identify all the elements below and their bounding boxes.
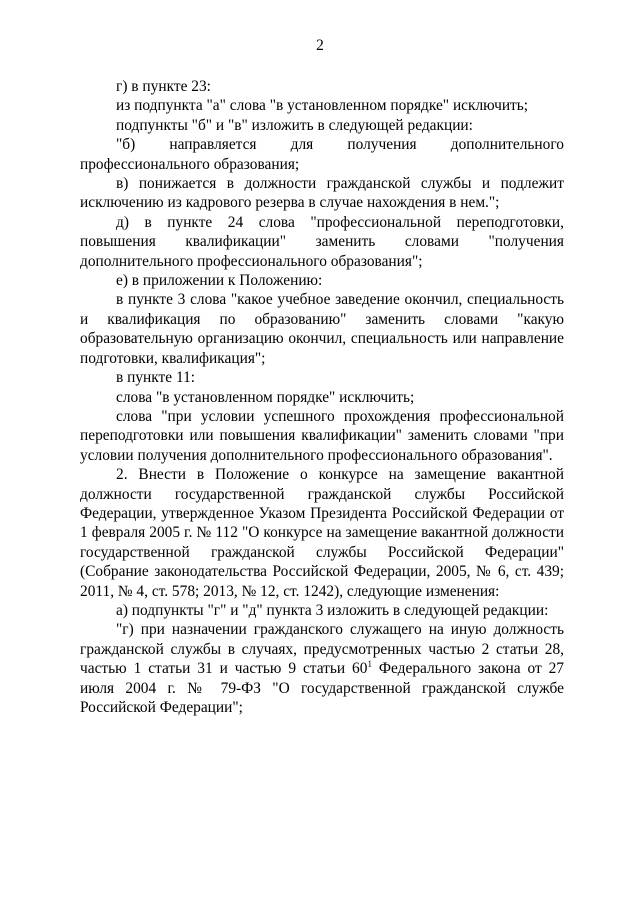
paragraph-section-2-amendment: 2. Внести в Положение о конкурсе на замещение вакантной должности государственной гражданской службы Российской Федерации, утвержденное Указом Президента Российской Федерации от 1 февраля 2005 г. № 112 "О конкурсе на замещение вакантной должности государственной гражданской службы Российской Федерации" (Собрание законодательства Российской Федерации, 2005, № 6, ст. 439; 2011, № 4, ст. 578; 2013, № 12, ст. 1242), следующие изменения: — [80, 466, 564, 600]
page-number: 2 — [316, 37, 324, 54]
paragraph-subpoint-g-text — [80, 620, 564, 717]
paragraph-point-11-exclusion: слова "в установленном порядке" исключить; — [116, 388, 415, 406]
paragraph-item-d-point-24: д) в пункте 24 слова "профессиональной переподготовки, повышения квалификации" заменить словами "получения дополнительного профессионального образования"; — [80, 213, 564, 270]
paragraph-subpoint-b-text: "б) направляется для получения дополнительного профессионального образования; — [80, 136, 564, 173]
article-superscript: 1 — [367, 659, 372, 670]
paragraph-item-g-point-23: г) в пункте 23: — [116, 78, 211, 95]
paragraph-point-3-replacement: в пункте 3 слова "какое учебное заведение окончил, специальность и квалификация по образованию" заменить словами "какую образовательную организацию окончил, специальность или направление подготовки, квалификация"; — [80, 291, 564, 367]
paragraph-point-11-replacement: слова "при условии успешного прохождения профессиональной переподготовки или повышения квалификации" заменить словами "при условии получения дополнительного профессионального образования". — [80, 407, 564, 464]
document-body — [80, 77, 564, 717]
paragraph-point-11-intro: в пункте 11: — [116, 369, 196, 387]
paragraph-item-e-appendix: е) в приложении к Положению: — [116, 272, 323, 290]
paragraph-subpoints-b-v-intro: подпункты "б" и "в" изложить в следующей редакции: — [116, 116, 473, 134]
paragraph-item-a-subpoints-g-d: а) подпункты "г" и "д" пункта 3 изложить в следующей редакции: — [116, 601, 549, 619]
subpoint-g-text-end: Федерального закона от 27 июля 2004 г. № 79-ФЗ "О государственной гражданской службе Российской Федерации"; — [80, 660, 564, 716]
subpoint-g-text-main: "г) при назначении гражданского служащего на иную должность гражданской службы в случаях, предусмотренных частью 2 статьи 28, частью 1 статьи 31 и частью 9 статьи 60 — [80, 621, 564, 678]
paragraph-subpoint-v-text: в) понижается в должности гражданской службы и подлежит исключению из кадрового резерва в случае нахождения в нем."; — [80, 175, 564, 212]
paragraph-subpoint-a-exclusion: из подпункта "а" слова "в установленном порядке" исключить; — [116, 97, 529, 115]
